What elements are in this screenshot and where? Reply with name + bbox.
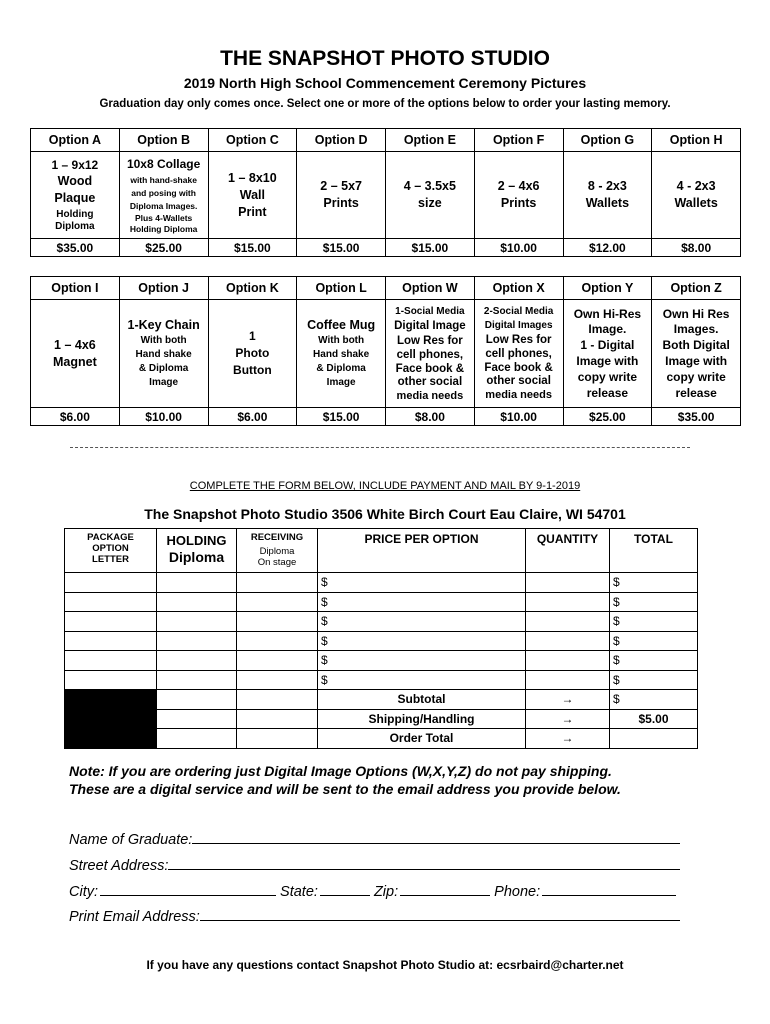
form-instruction: COMPLETE THE FORM BELOW, INCLUDE PAYMENT AND MAIL BY 9-1-2019 [189,480,581,492]
order-total-label: Order Total [318,729,526,749]
email-field[interactable] [69,906,680,925]
option-g-price: $12.00 [563,239,652,257]
quantity-cell[interactable] [526,592,610,612]
option-f-desc: 2 – 4x6 Prints [474,152,563,239]
page-subtitle: 2019 North High School Commencement Ceremony Pictures [183,75,587,91]
option-w-price: $8.00 [386,408,475,426]
option-l-desc: Coffee Mug With both Hand shake & Diploma Image [297,300,386,408]
option-z-header: Option Z [652,277,741,300]
street-address-field[interactable] [69,855,680,874]
total-cell[interactable]: $ [610,631,698,651]
shipping-note: Note: If you are ordering just Digital Image Options (W,X,Y,Z) do not pay shipping. These are a digital service and will be sent to the email address you provide below. [69,763,621,797]
receiving-cell [237,709,318,729]
city-label: City: [69,884,98,900]
package-letter-cell[interactable] [65,651,157,671]
option-k-price: $6.00 [208,408,297,426]
quantity-header: QUANTITY [526,529,610,573]
option-i-header: Option I [31,277,120,300]
holding-diploma-header: HOLDING Diploma [157,529,237,573]
options-desc-row [31,152,741,239]
price-cell[interactable]: $ [318,592,526,612]
holding-cell[interactable] [157,651,237,671]
holding-cell [157,690,237,710]
option-g-desc: 8 - 2x3 Wallets [563,152,652,239]
option-g-header: Option G [563,129,652,152]
graduate-name-label: Name of Graduate: [69,832,193,848]
options-price-row [31,239,741,257]
email-label: Print Email Address: [69,909,200,925]
subtotal-label: Subtotal [318,690,526,710]
package-letter-cell[interactable] [65,670,157,690]
graduate-name-field[interactable] [69,829,680,848]
option-z-price: $35.00 [652,408,741,426]
street-address-label: Street Address: [69,858,169,874]
zip-label: Zip: [373,884,399,900]
quantity-cell[interactable] [526,573,610,593]
option-a-price: $35.00 [31,239,120,257]
arrow-icon: → [526,690,610,710]
option-k-desc: 1 Photo Button [208,300,297,408]
subtotal-amount[interactable]: $ [610,690,698,710]
order-line-row[interactable] [65,670,698,690]
option-y-desc: Own Hi-Res Image. 1 - Digital Image with copy write release [563,300,652,408]
option-e-price: $15.00 [386,239,475,257]
total-cell[interactable]: $ [610,592,698,612]
order-line-row[interactable] [65,631,698,651]
option-a-header: Option A [31,129,120,152]
options-header-row [31,277,741,300]
shipping-label: Shipping/Handling [318,709,526,729]
total-cell[interactable]: $ [610,670,698,690]
option-z-desc: Own Hi Res Images. Both Digital Image with copy write release [652,300,741,408]
street-address-line[interactable] [168,855,680,870]
option-i-price: $6.00 [31,408,120,426]
tagline: Graduation day only comes once. Select one or more of the options below to order your lasting memory. [99,98,671,110]
contact-footer: If you have any questions contact Snapshot Photo Studio at: ecsrbaird@charter.net [146,958,624,972]
option-f-header: Option F [474,129,563,152]
option-f-price: $10.00 [474,239,563,257]
option-x-header: Option X [474,277,563,300]
total-cell[interactable]: $ [610,612,698,632]
option-k-header: Option K [208,277,297,300]
quantity-cell[interactable] [526,631,610,651]
options-header-row [31,129,741,152]
receiving-cell[interactable] [237,592,318,612]
option-y-header: Option Y [563,277,652,300]
options-price-row [31,408,741,426]
receiving-cell[interactable] [237,670,318,690]
quantity-cell[interactable] [526,651,610,671]
phone-line[interactable] [542,881,676,896]
blacked-out-cell [65,690,157,749]
holding-cell[interactable] [157,670,237,690]
total-cell[interactable]: $ [610,651,698,671]
zip-line[interactable] [400,881,490,896]
option-d-price: $15.00 [297,239,386,257]
price-cell[interactable]: $ [318,631,526,651]
package-letter-cell[interactable] [65,612,157,632]
price-cell[interactable]: $ [318,670,526,690]
price-cell[interactable]: $ [318,612,526,632]
option-x-desc: 2-Social Media Digital Images Low Res for cell phones, Face book & other social media needs [474,300,563,408]
option-c-price: $15.00 [208,239,297,257]
holding-cell[interactable] [157,612,237,632]
options-table-1 [30,128,741,257]
option-h-header: Option H [652,129,741,152]
option-e-header: Option E [386,129,475,152]
city-state-zip-phone-field[interactable] [69,881,676,900]
holding-cell[interactable] [157,592,237,612]
package-option-header: PACKAGE OPTION LETTER [65,529,157,573]
package-letter-cell[interactable] [65,631,157,651]
arrow-icon: → [526,709,610,729]
option-w-desc: 1-Social Media Digital Image Low Res for cell phones, Face book & other social media needs [386,300,475,408]
email-line[interactable] [200,906,680,921]
option-l-price: $15.00 [297,408,386,426]
total-cell[interactable]: $ [610,573,698,593]
price-per-option-header: PRICE PER OPTION [318,529,526,573]
option-j-desc: 1-Key Chain With both Hand shake & Diploma Image [119,300,208,408]
option-c-header: Option C [208,129,297,152]
option-x-price: $10.00 [474,408,563,426]
receiving-cell[interactable] [237,612,318,632]
receiving-cell[interactable] [237,631,318,651]
price-cell[interactable]: $ [318,573,526,593]
option-j-header: Option J [119,277,208,300]
order-total-amount[interactable] [610,729,698,749]
holding-cell[interactable] [157,573,237,593]
graduate-name-line[interactable] [192,829,680,844]
order-header-row [65,529,698,573]
receiving-cell[interactable] [237,651,318,671]
shipping-amount: $5.00 [610,709,698,729]
phone-label: Phone: [494,884,541,900]
package-letter-cell[interactable] [65,573,157,593]
option-d-header: Option D [297,129,386,152]
option-d-desc: 2 – 5x7 Prints [297,152,386,239]
arrow-icon: → [526,729,610,749]
quantity-cell[interactable] [526,612,610,632]
package-letter-cell[interactable] [65,592,157,612]
holding-cell [157,709,237,729]
order-form-table [64,528,698,749]
order-total-row [65,729,698,749]
order-line-row[interactable] [65,612,698,632]
order-line-row[interactable] [65,592,698,612]
receiving-cell [237,690,318,710]
total-header: TOTAL [610,529,698,573]
page-title: THE SNAPSHOT PHOTO STUDIO [220,47,550,70]
holding-cell [157,729,237,749]
mailing-address: The Snapshot Photo Studio 3506 White Birch Court Eau Claire, WI 54701 [144,506,626,522]
shipping-row [65,709,698,729]
order-line-row[interactable] [65,573,698,593]
option-e-desc: 4 – 3.5x5 size [386,152,475,239]
state-label: State: [280,884,318,900]
quantity-cell[interactable] [526,670,610,690]
option-b-price: $25.00 [119,239,208,257]
option-j-price: $10.00 [119,408,208,426]
option-y-price: $25.00 [563,408,652,426]
price-cell[interactable]: $ [318,651,526,671]
state-line[interactable] [320,881,370,896]
option-h-desc: 4 - 2x3 Wallets [652,152,741,239]
option-b-desc: 10x8 Collage with hand-shake and posing with Diploma Images. Plus 4-Wallets Holding Diploma [119,152,208,239]
option-l-header: Option L [297,277,386,300]
receiving-cell[interactable] [237,573,318,593]
order-line-row[interactable] [65,651,698,671]
cut-line-divider [70,447,690,448]
option-c-desc: 1 – 8x10 Wall Print [208,152,297,239]
option-b-header: Option B [119,129,208,152]
city-line[interactable] [100,881,276,896]
holding-cell[interactable] [157,631,237,651]
option-w-header: Option W [386,277,475,300]
options-desc-row [31,300,741,408]
options-table-2 [30,276,741,426]
receiving-diploma-header: RECEIVING Diploma On stage [237,529,318,573]
receiving-cell [237,729,318,749]
option-i-desc: 1 – 4x6 Magnet [31,300,120,408]
option-h-price: $8.00 [652,239,741,257]
subtotal-row [65,690,698,710]
option-a-desc: 1 – 9x12 Wood Plaque Holding Diploma [31,152,120,239]
